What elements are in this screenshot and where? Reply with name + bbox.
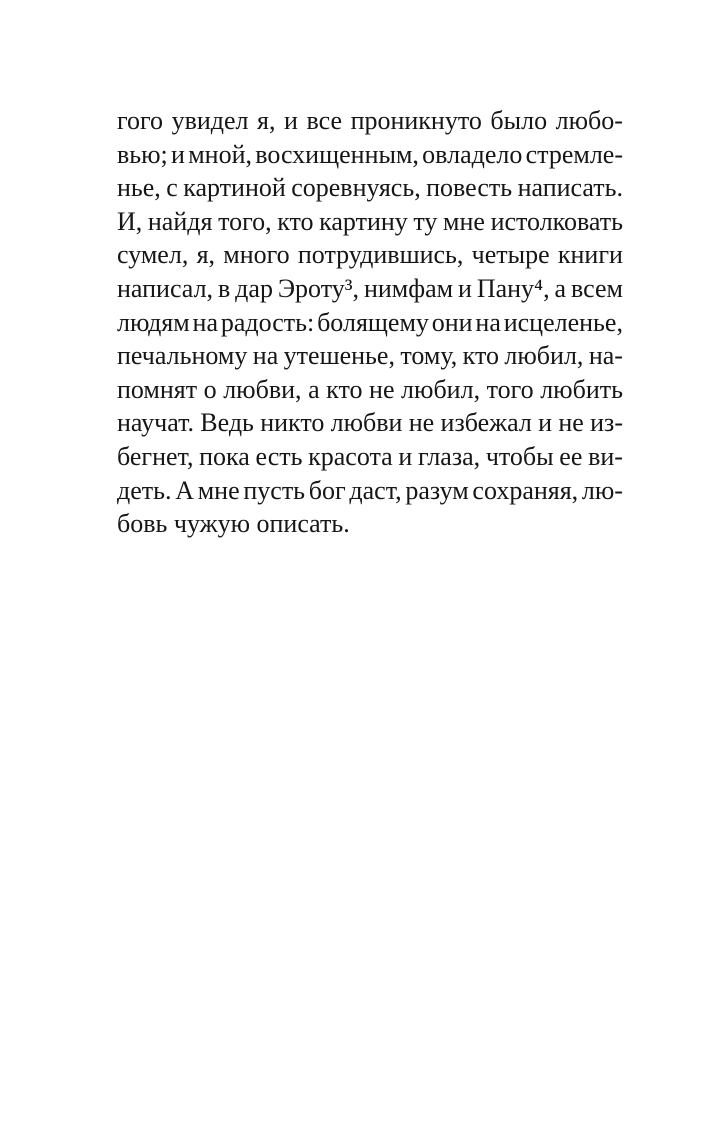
word: разум xyxy=(405,475,469,505)
word: И, xyxy=(117,206,143,236)
word: тому, xyxy=(400,341,458,371)
word: есть xyxy=(255,441,303,471)
word: любви xyxy=(330,408,403,438)
word: картиной xyxy=(183,173,286,203)
word: овладело xyxy=(422,139,523,169)
word: любил, xyxy=(401,374,481,404)
word: истолковать xyxy=(490,206,623,236)
word: болящему xyxy=(317,307,429,337)
word: Эроту³, xyxy=(277,273,360,303)
text-line xyxy=(117,272,623,306)
word: чужую xyxy=(173,509,250,539)
word: исцеленье, xyxy=(503,307,623,337)
word: не xyxy=(558,408,584,438)
text-line xyxy=(117,406,623,440)
word: чтобы xyxy=(485,441,554,471)
word: всем xyxy=(571,273,623,303)
word: ви- xyxy=(588,441,623,471)
word: бовь xyxy=(117,509,168,539)
word: ее xyxy=(559,441,583,471)
word: людям xyxy=(117,307,190,337)
word: помнят xyxy=(117,374,198,404)
word: кто xyxy=(326,374,363,404)
word: о xyxy=(203,374,217,404)
word: и xyxy=(398,441,413,471)
word: четыре xyxy=(471,240,550,270)
word: мной, xyxy=(188,139,252,169)
word: любви, xyxy=(223,374,302,404)
word: пока xyxy=(199,441,250,471)
text-line xyxy=(117,104,623,138)
word: дар xyxy=(235,273,273,303)
word: проникнуто xyxy=(350,106,482,135)
word: увидел xyxy=(171,106,249,135)
word: и xyxy=(538,408,553,438)
word: на xyxy=(192,307,219,337)
word: было xyxy=(490,106,548,135)
word: потрудившись, xyxy=(297,240,464,270)
word: бегнет, xyxy=(117,441,194,471)
word: деть. xyxy=(117,475,172,505)
word: кто xyxy=(277,206,314,236)
word: восхищенным, xyxy=(255,139,419,169)
word: описать. xyxy=(256,509,350,539)
word: стремле- xyxy=(525,139,623,169)
word: научат. xyxy=(117,408,194,438)
word: мне xyxy=(197,475,240,505)
text-line xyxy=(117,440,623,474)
word: они xyxy=(431,307,473,337)
word: с xyxy=(166,173,178,203)
word: в xyxy=(217,273,231,303)
text-line xyxy=(117,474,623,508)
word: А xyxy=(175,475,194,505)
word: найдя xyxy=(147,206,213,236)
paragraph-text-block xyxy=(117,104,623,541)
word: любить xyxy=(540,374,623,404)
word: бог xyxy=(308,475,346,505)
word: нье, xyxy=(117,173,161,203)
word: сохраняя, xyxy=(472,475,579,505)
word: все xyxy=(306,106,343,135)
word: написал, xyxy=(117,273,214,303)
text-line xyxy=(117,507,623,541)
word: кто xyxy=(462,341,499,371)
word: повесть xyxy=(426,173,513,203)
word: вью; xyxy=(117,139,168,169)
word: на- xyxy=(588,341,623,371)
word: того xyxy=(486,374,534,404)
word: избежал xyxy=(440,408,532,438)
word: Ведь xyxy=(200,408,254,438)
word: на xyxy=(252,341,279,371)
word: никто xyxy=(260,408,325,438)
word: книги xyxy=(557,240,623,270)
text-line xyxy=(117,238,623,272)
word: нимфам xyxy=(363,273,454,303)
word: не xyxy=(408,408,435,438)
word: того, xyxy=(218,206,272,236)
text-line xyxy=(117,138,623,172)
word: радость: xyxy=(220,307,315,337)
text-line xyxy=(117,205,623,239)
word: лю- xyxy=(581,475,623,505)
word: сумел, xyxy=(117,240,189,270)
word: любил, xyxy=(504,341,584,371)
word: пусть xyxy=(243,475,306,505)
word: и xyxy=(457,273,472,303)
word: а xyxy=(308,374,320,404)
word: я, xyxy=(257,106,276,135)
word: и xyxy=(284,106,298,135)
word: я, xyxy=(196,240,216,270)
word: а xyxy=(554,273,567,303)
word: гого xyxy=(117,106,164,135)
word: красота xyxy=(308,441,393,471)
text-line xyxy=(117,339,623,373)
word: даст, xyxy=(349,475,402,505)
word: печальному xyxy=(117,341,248,371)
word: Пану⁴, xyxy=(476,273,550,303)
word: не xyxy=(369,374,395,404)
text-line xyxy=(117,373,623,407)
word: соревнуясь, xyxy=(291,173,421,203)
word: написать. xyxy=(517,173,623,203)
text-line xyxy=(117,171,623,205)
word: картину xyxy=(319,206,408,236)
word: глаза, xyxy=(417,441,481,471)
text-line xyxy=(117,306,623,340)
word: утешенье, xyxy=(283,341,395,371)
word: любо- xyxy=(555,106,623,135)
word: мне xyxy=(443,206,485,236)
word: ту xyxy=(413,206,438,236)
word: на xyxy=(475,307,501,337)
word: много xyxy=(223,240,290,270)
word: из- xyxy=(590,408,623,438)
word: и xyxy=(171,139,185,169)
